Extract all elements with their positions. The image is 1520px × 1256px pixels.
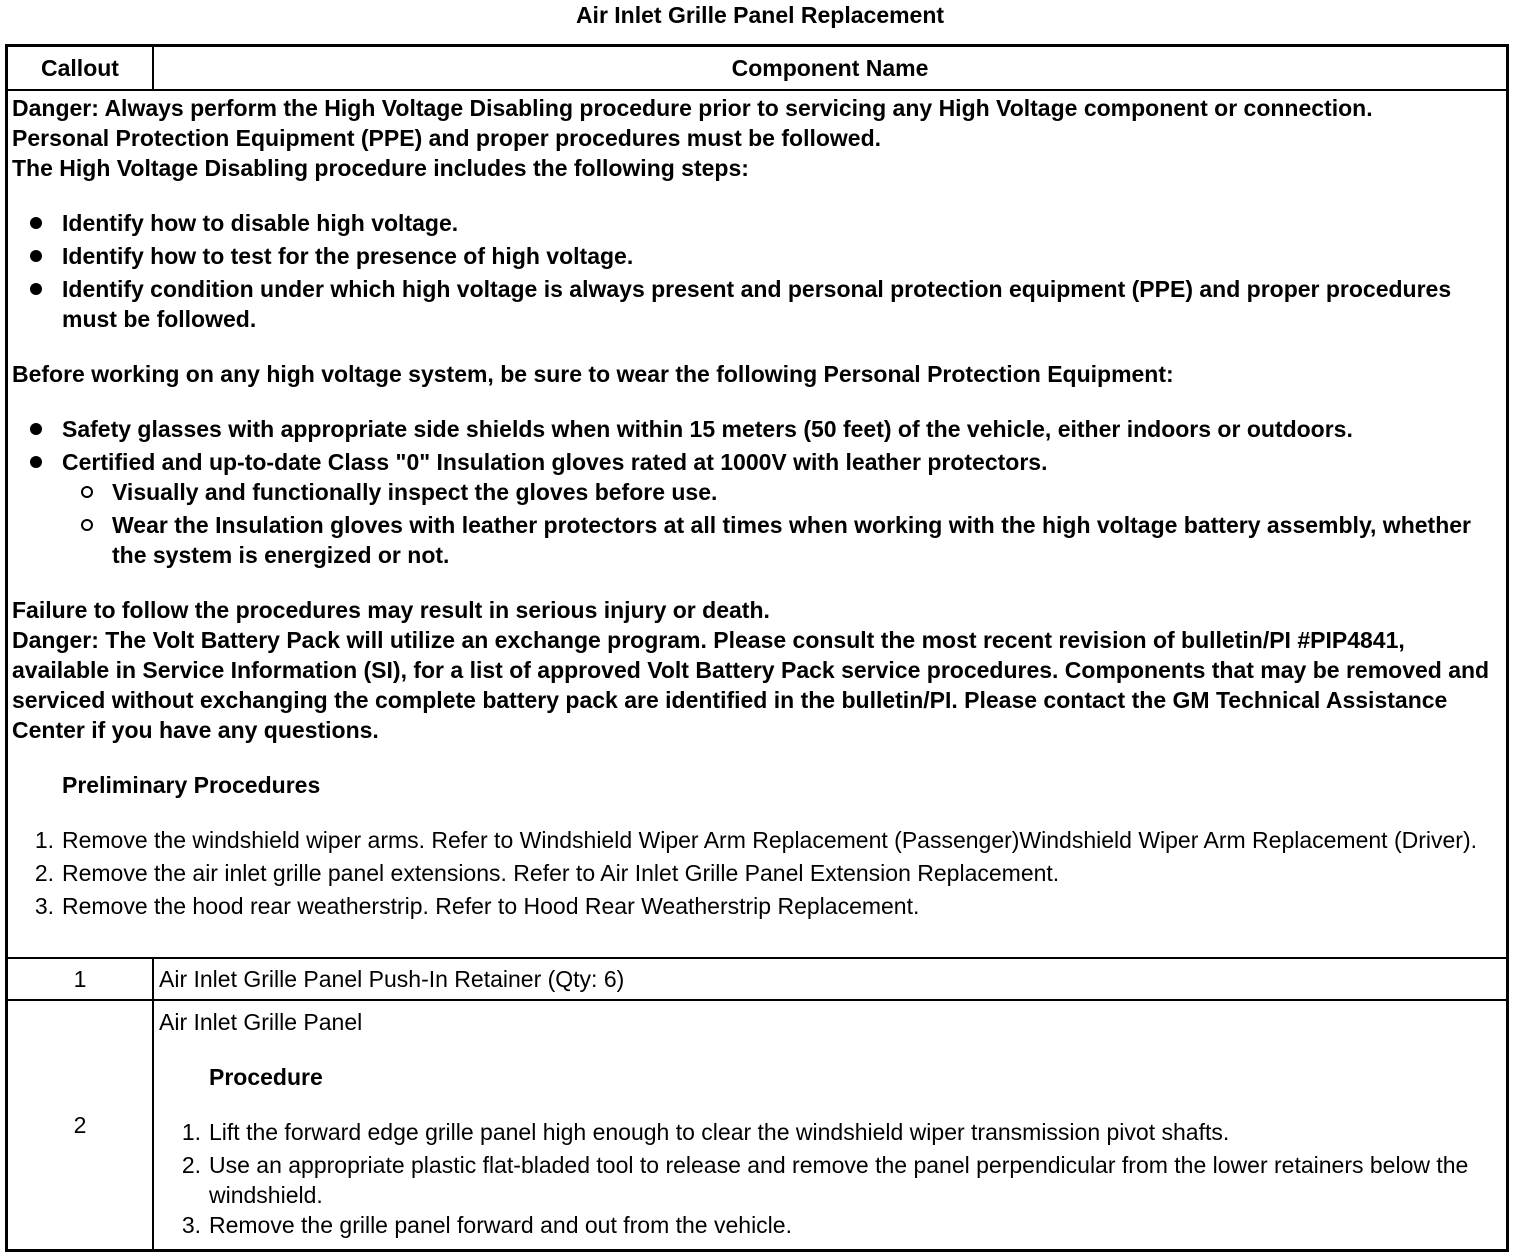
list-item: 1. Lift the forward edge grille panel high enough to clear the windshield wiper transmission pivot shafts.	[181, 1119, 1230, 1145]
list-item: Safety glasses with appropriate side shields when within 15 meters (50 feet) of the vehicle, either indoors or outdoors.	[62, 414, 1500, 447]
ppe-intro: Before working on any high voltage system, be sure to wear the following Personal Protection Equipment:	[12, 361, 1174, 387]
list-item: 1. Remove the windshield wiper arms. Refer to Windshield Wiper Arm Replacement (Passenger)Windshield Wiper Arm Replacement (Driver).	[34, 827, 1477, 853]
glove-sub-list	[62, 477, 1500, 570]
list-item: Identify condition under which high voltage is always present and personal protection equipment (PPE) and proper procedures must be followed.	[62, 274, 1500, 334]
preliminary-heading: Preliminary Procedures	[62, 772, 321, 798]
danger-intro-line: Personal Protection Equipment (PPE) and proper procedures must be followed.	[12, 125, 882, 151]
procedure-steps-list	[159, 1117, 1499, 1243]
battery-danger-notice: Danger: The Volt Battery Pack will utilize an exchange program. Please consult the most recent revision of bulletin/PI #PIP4841, available in Service Information (SI), for a list of approved Volt Battery Pack service procedures. Components that may be removed and serviced without exchanging the complete battery pack are identified in the bulletin/PI. Please contact the GM Technical Assistance Center if you have any questions.	[12, 627, 1490, 743]
procedure-heading: Procedure	[209, 1064, 323, 1090]
list-item: Certified and up-to-date Class "0" Insulation gloves rated at 1000V with leather protectors. Visually and functionally inspect the gloves before use. Wear the Insulation gloves with leather protectors at all times when working with the high voltage battery assembly, whether the system is energized or not.	[62, 447, 1500, 570]
list-item: 3. Remove the hood rear weatherstrip. Refer to Hood Rear Weatherstrip Replacement.	[34, 893, 920, 919]
disabling-steps-list	[12, 208, 1500, 334]
header-component-name: Component Name	[731, 55, 929, 81]
list-item: Visually and functionally inspect the gloves before use.	[112, 477, 1500, 510]
sub-bullet-icon	[81, 519, 93, 531]
list-item: 2. Use an appropriate plastic flat-bladed tool to release and remove the panel perpendicular from the lower retainers below the windshield.	[181, 1152, 1469, 1208]
list-item: Wear the Insulation gloves with leather protectors at all times when working with the high voltage battery assembly, whether the system is energized or not.	[112, 510, 1500, 570]
sub-bullet-icon	[81, 486, 93, 498]
component-table	[5, 44, 1509, 1252]
bullet-icon	[30, 456, 42, 468]
callout-cell: 2	[8, 1001, 154, 1249]
bullet-icon	[30, 423, 42, 435]
bullet-icon	[30, 250, 42, 262]
callout-cell: 1	[8, 959, 154, 999]
preliminary-steps-list	[12, 825, 1500, 924]
table-row	[8, 959, 1506, 1001]
list-item: Identify how to test for the presence of high voltage.	[62, 241, 1500, 274]
danger-notice	[12, 93, 1500, 924]
component-name: Air Inlet Grille Panel	[159, 1009, 363, 1035]
table-row	[8, 1001, 1506, 1249]
list-item: Identify how to disable high voltage.	[62, 208, 1500, 241]
list-item: 3. Remove the grille panel forward and out from the vehicle.	[181, 1212, 792, 1238]
bullet-icon	[30, 283, 42, 295]
header-callout: Callout	[8, 47, 154, 89]
danger-notice-row	[8, 91, 1506, 959]
danger-intro-line: The High Voltage Disabling procedure includes the following steps:	[12, 155, 749, 181]
component-name-cell: Air Inlet Grille Panel Push-In Retainer (Qty: 6)	[159, 966, 625, 992]
page-title: Air Inlet Grille Panel Replacement	[575, 2, 945, 28]
table-header-row	[8, 47, 1506, 91]
list-item: 2. Remove the air inlet grille panel extensions. Refer to Air Inlet Grille Panel Extension Replacement.	[34, 860, 1060, 886]
ppe-list	[12, 414, 1500, 570]
danger-intro-line: Danger: Always perform the High Voltage Disabling procedure prior to servicing any High Voltage component or connection.	[12, 95, 1373, 121]
bullet-icon	[30, 217, 42, 229]
failure-warning: Failure to follow the procedures may result in serious injury or death.	[12, 597, 770, 623]
component-name-cell	[154, 1007, 1499, 1243]
